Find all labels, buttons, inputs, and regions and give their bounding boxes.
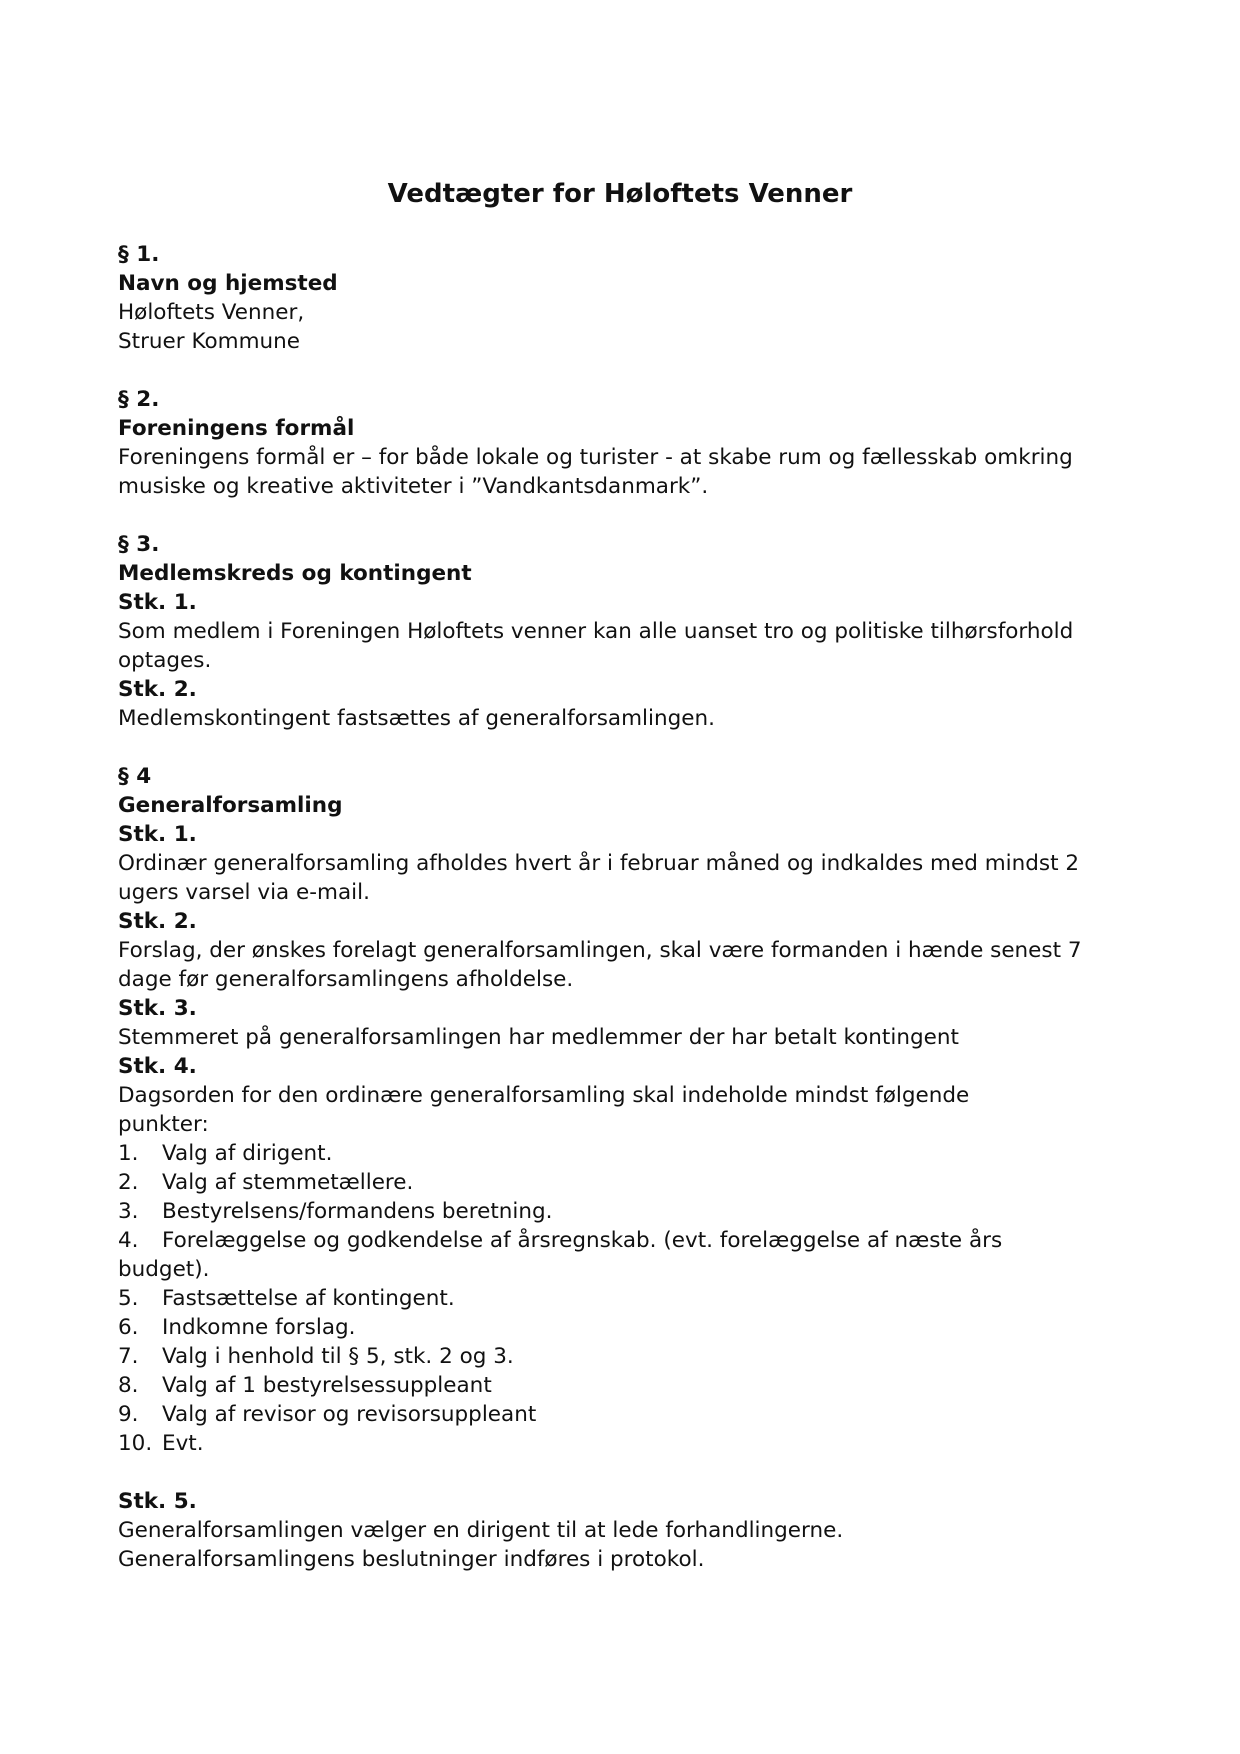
paragraph-line: Ordinær generalforsamling afholdes hvert år i februar måned og indkaldes med mindst 2: [118, 851, 1080, 876]
section-1: [118, 240, 1148, 356]
agenda-item: [118, 1197, 1148, 1226]
agenda-item-text: Evt.: [162, 1431, 204, 1456]
stk-label: Stk. 4.: [118, 1054, 197, 1079]
stk-label: Stk. 2.: [118, 909, 197, 934]
agenda-item-text: Bestyrelsens/formandens beretning.: [162, 1199, 553, 1224]
agenda-item-number: 5.: [118, 1286, 139, 1311]
paragraph-line: punkter:: [118, 1112, 209, 1137]
section-heading: Generalforsamling: [118, 793, 343, 818]
agenda-item-text: Valg af stemmetællere.: [162, 1170, 414, 1195]
agenda-item: [118, 1139, 1148, 1168]
stk-label: Stk. 2.: [118, 677, 197, 702]
spacer: [118, 1458, 1148, 1487]
paragraph-line: ugers varsel via e-mail.: [118, 880, 370, 905]
paragraph-line: Stemmeret på generalforsamlingen har medlemmer der har betalt kontingent: [118, 1025, 959, 1050]
paragraph-line: dage før generalforsamlingens afholdelse.: [118, 967, 574, 992]
document-title: Vedtægter for Høloftets Venner: [387, 179, 853, 209]
agenda-item-text: Forelæggelse og godkendelse af årsregnskab. (evt. forelæggelse af næste års: [162, 1228, 1003, 1253]
section-heading: Medlemskreds og kontingent: [118, 561, 472, 586]
document-body: [118, 240, 1148, 1574]
agenda-item-number: 1.: [118, 1141, 139, 1166]
agenda-item: [118, 1226, 1148, 1255]
agenda-item-number: 10.: [118, 1431, 153, 1456]
paragraph-line: Forslag, der ønskes forelagt generalforsamlingen, skal være formanden i hænde senest 7: [118, 938, 1082, 963]
stk-label: Stk. 1.: [118, 590, 197, 615]
agenda-item-number: 8.: [118, 1373, 139, 1398]
paragraph-line: Høloftets Venner,: [118, 300, 305, 325]
agenda-item-number: 3.: [118, 1199, 139, 1224]
spacer: [118, 501, 1148, 530]
paragraph-line: Som medlem i Foreningen Høloftets venner kan alle uanset tro og politiske tilhørsforhold: [118, 619, 1074, 644]
spacer: [118, 733, 1148, 762]
agenda-list: [118, 1139, 1148, 1458]
paragraph-line: Generalforsamlingen vælger en dirigent til at lede forhandlingerne.: [118, 1518, 844, 1543]
agenda-item-number: 7.: [118, 1344, 139, 1369]
agenda-item-text: Valg af dirigent.: [162, 1141, 333, 1166]
paragraph-line: optages.: [118, 648, 212, 673]
agenda-item: [118, 1371, 1148, 1400]
agenda-item-text: Indkomne forslag.: [162, 1315, 356, 1340]
agenda-item: [118, 1429, 1148, 1458]
agenda-item-number: 4.: [118, 1228, 139, 1253]
stk-label: Stk. 1.: [118, 822, 197, 847]
agenda-item-number: 6.: [118, 1315, 139, 1340]
section-number: § 4: [118, 764, 152, 789]
agenda-item: [118, 1168, 1148, 1197]
spacer: [118, 356, 1148, 385]
paragraph-line: Medlemskontingent fastsættes af generalforsamlingen.: [118, 706, 715, 731]
stk-label: Stk. 3.: [118, 996, 197, 1021]
section-number: § 3.: [118, 532, 160, 557]
agenda-item-text: Fastsættelse af kontingent.: [162, 1286, 455, 1311]
agenda-item: [118, 1400, 1148, 1429]
paragraph-line: musiske og kreative aktiviteter i ”Vandkantsdanmark”.: [118, 474, 709, 499]
section-heading: Foreningens formål: [118, 416, 355, 441]
agenda-item-number: 9.: [118, 1402, 139, 1427]
section-4: [118, 762, 1148, 1574]
section-number: § 2.: [118, 387, 160, 412]
agenda-item: [118, 1284, 1148, 1313]
paragraph-line: Dagsorden for den ordinære generalforsamling skal indeholde mindst følgende: [118, 1083, 970, 1108]
stk-label: Stk. 5.: [118, 1489, 197, 1514]
section-number: § 1.: [118, 242, 160, 267]
agenda-item-text: Valg af 1 bestyrelsessuppleant: [162, 1373, 492, 1398]
paragraph-line: Generalforsamlingens beslutninger indføres i protokol.: [118, 1547, 705, 1572]
section-heading: Navn og hjemsted: [118, 271, 338, 296]
agenda-item-number: 2.: [118, 1170, 139, 1195]
paragraph-line: Struer Kommune: [118, 329, 300, 354]
agenda-item-text: Valg i henhold til § 5, stk. 2 og 3.: [162, 1344, 514, 1369]
agenda-item: [118, 1342, 1148, 1371]
agenda-item: [118, 1313, 1148, 1342]
section-2: [118, 385, 1148, 501]
agenda-item-continuation: budget).: [118, 1257, 210, 1282]
paragraph-line: Foreningens formål er – for både lokale og turister - at skabe rum og fællesskab omkring: [118, 445, 1073, 470]
agenda-item-text: Valg af revisor og revisorsuppleant: [162, 1402, 537, 1427]
section-3: [118, 530, 1148, 733]
